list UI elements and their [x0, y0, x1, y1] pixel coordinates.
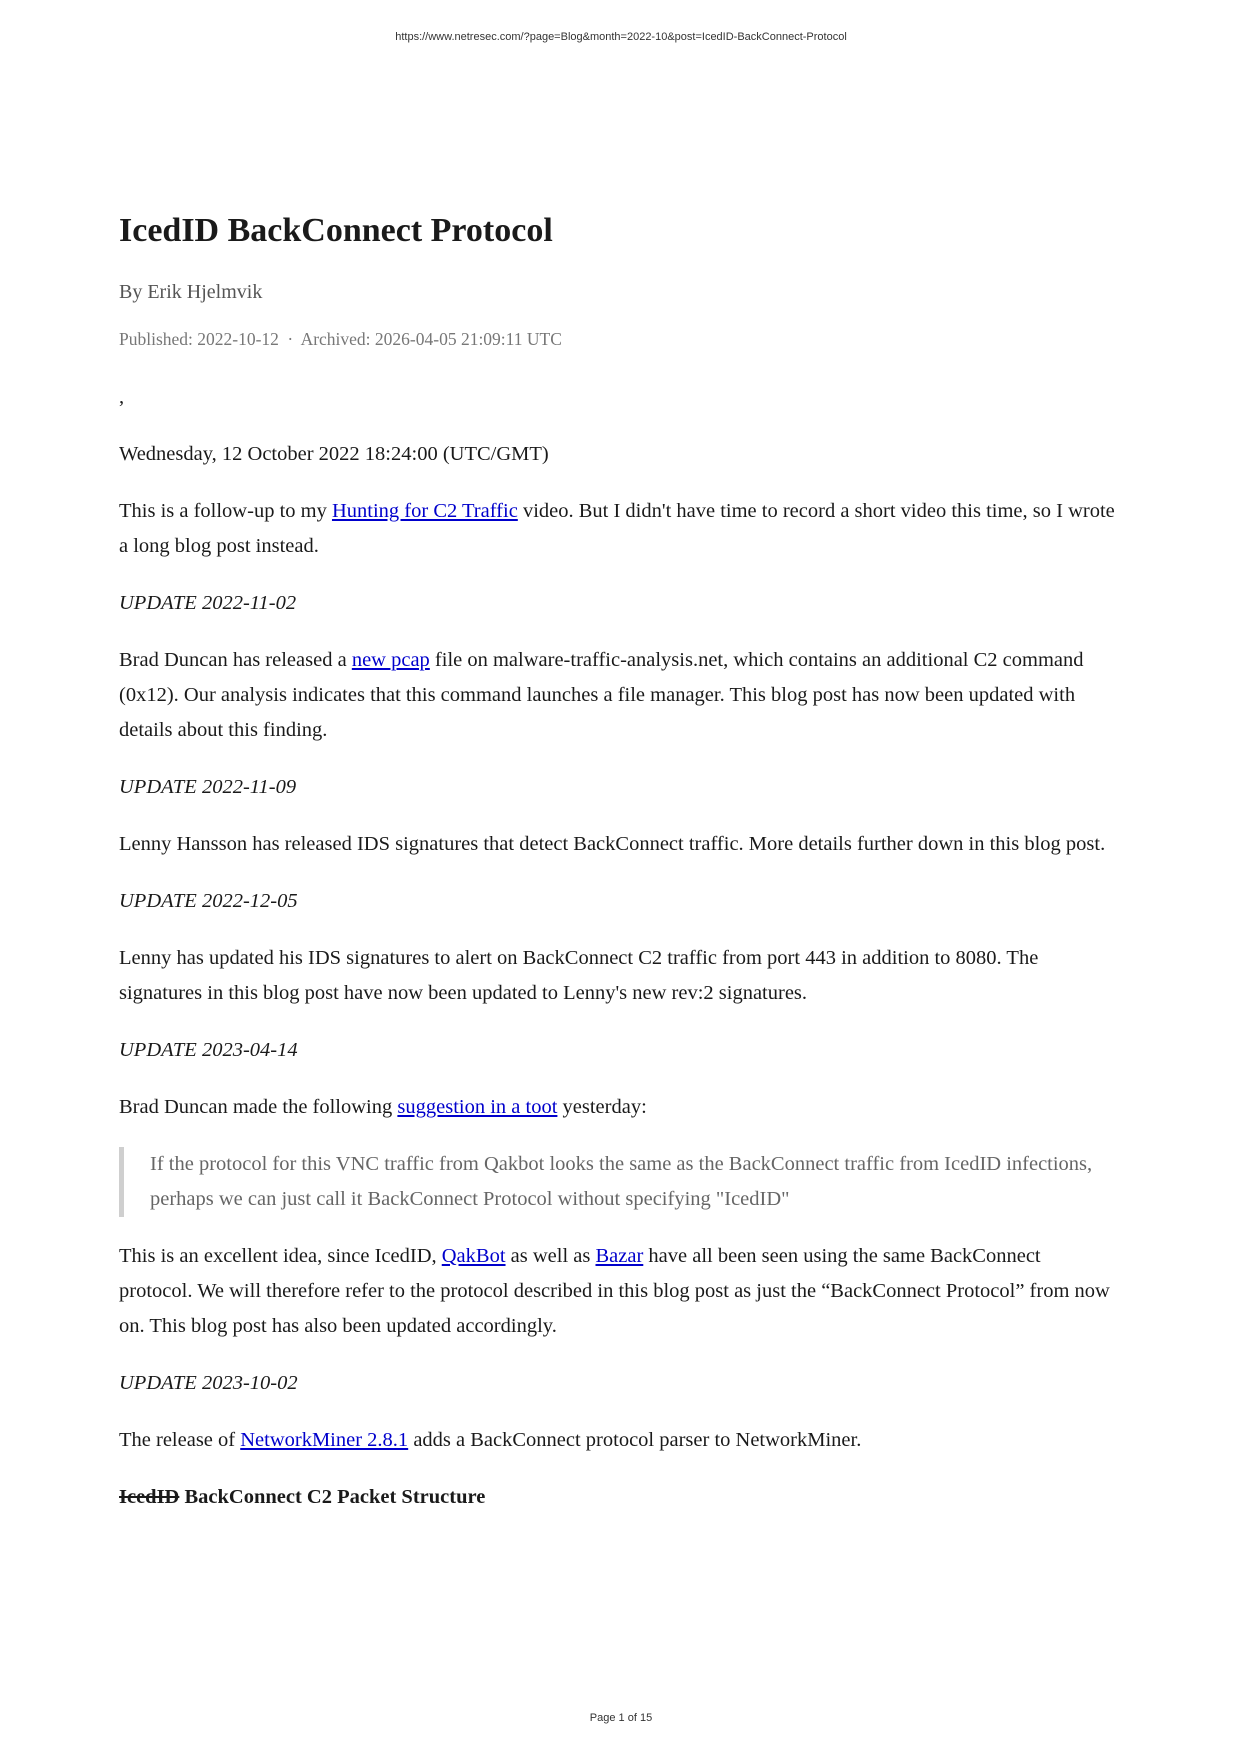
meta-separator: · [287, 329, 294, 349]
update5-text-after: adds a BackConnect protocol parser to NetworkMiner. [408, 1429, 862, 1451]
published-date: Published: 2022-10-12 [119, 329, 279, 349]
idea-text-a: This is an excellent idea, since IcedID, [119, 1245, 442, 1267]
page-url-header: https://www.netresec.com/?page=Blog&month=2022-10&post=IcedID-BackConnect-Protocol [395, 31, 847, 43]
networkminer-link[interactable]: NetworkMiner 2.8.1 [240, 1429, 409, 1451]
update-heading-2023-04-14: UPDATE 2023-04-14 [119, 1039, 298, 1061]
update-paragraph-2022-11-09: Lenny Hansson has released IDS signatures that detect BackConnect traffic. More details further down in this blog post. [119, 833, 1106, 855]
update1-text-before: Brad Duncan has released a [119, 649, 352, 671]
stray-comma: , [119, 386, 125, 408]
idea-text-b: as well as [505, 1245, 596, 1267]
new-pcap-link[interactable]: new pcap [351, 649, 430, 671]
archived-date: Archived: 2026-04-05 21:09:11 UTC [300, 329, 562, 349]
bazar-link[interactable]: Bazar [595, 1245, 644, 1267]
update-heading-2023-10-02: UPDATE 2023-10-02 [119, 1372, 298, 1394]
update-paragraph-2022-12-05: Lenny has updated his IDS signatures to alert on BackConnect C2 traffic from port 443 in addition to 8080. The signatures in this blog post have now been updated to Lenny's new rev:2 signatures. [119, 947, 1039, 1004]
article-byline: By Erik Hjelmvik [119, 281, 263, 303]
intro-text-after: video. But I didn't have time to record a short video this time, so I wrote a long blog post instead. [119, 500, 1115, 557]
update-heading-2022-11-02: UPDATE 2022-11-02 [119, 592, 297, 614]
article [119, 210, 1119, 1515]
update4-text-after: yesterday: [557, 1096, 647, 1118]
update-paragraph-2023-04-14 [119, 1090, 1119, 1125]
update-heading-2022-12-05: UPDATE 2022-12-05 [119, 890, 298, 912]
article-meta [119, 328, 1119, 350]
suggestion-toot-link[interactable]: suggestion in a toot [397, 1096, 558, 1118]
qakbot-link[interactable]: QakBot [441, 1245, 506, 1267]
intro-paragraph [119, 494, 1119, 564]
quote-block: If the protocol for this VNC traffic from Qakbot looks the same as the BackConnect traffic from IcedID infections, perhaps we can just call it BackConnect Protocol without specifying "IcedID" [119, 1147, 1119, 1217]
update-paragraph-2022-11-02 [119, 643, 1119, 748]
date-line: Wednesday, 12 October 2022 18:24:00 (UTC/GMT) [119, 443, 549, 465]
hunting-c2-traffic-link[interactable]: Hunting for C2 Traffic [331, 500, 518, 522]
idea-text-c: have all been seen using the same BackConnect protocol. We will therefore refer to the protocol described in this blog post as just the “BackConnect Protocol” from now on. This blog post has also been updated accordingly. [119, 1245, 1110, 1337]
page-number: Page 1 of 15 [589, 1712, 653, 1724]
article-title: IcedID BackConnect Protocol [119, 212, 553, 249]
update5-text-before: The release of [119, 1429, 241, 1451]
update-paragraph-2023-10-02 [119, 1423, 1119, 1458]
section-heading-packet-structure [119, 1480, 1119, 1515]
backconnect-idea-paragraph [119, 1239, 1119, 1344]
update-heading-2022-11-09: UPDATE 2022-11-09 [119, 776, 297, 798]
update1-text-after: file on malware-traffic-analysis.net, which contains an additional C2 command (0x12). Our analysis indicates that this command launches a file manager. This blog post has now been updated with details about this finding. [119, 649, 1084, 741]
update4-text-before: Brad Duncan made the following [119, 1096, 398, 1118]
section-heading-rest: BackConnect C2 Packet Structure [179, 1486, 486, 1508]
struck-icedid: IcedID [119, 1486, 180, 1508]
intro-text-before: This is a follow-up to my [119, 500, 332, 522]
